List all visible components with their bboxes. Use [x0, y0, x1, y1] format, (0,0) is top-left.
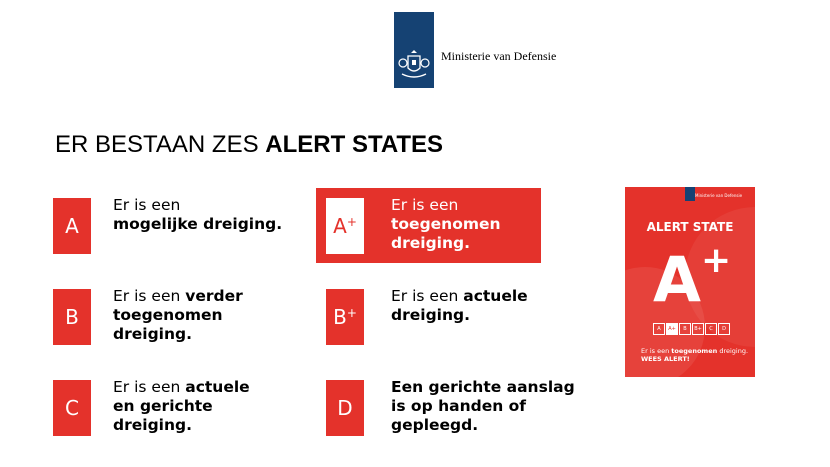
alert-letter: A	[333, 214, 347, 238]
poster-text-bold-2: WEES ALERT!	[641, 355, 690, 363]
alert-description-b	[113, 287, 263, 344]
alert-tile-b	[53, 289, 91, 345]
desc-normal: Er is een	[113, 196, 181, 214]
poster-text-normal: Er is een	[641, 347, 672, 355]
poster-logo-stripe	[685, 187, 695, 201]
scale-item: A	[653, 323, 665, 335]
desc-bold: Een gerichte aanslag is op handen of gepleegd.	[391, 378, 575, 434]
alert-letter: B	[65, 305, 79, 329]
desc-normal: Er is een	[391, 287, 464, 305]
alert-sup: +	[346, 306, 357, 320]
desc-normal: Er is een	[391, 196, 459, 214]
title-bold: ALERT STATES	[265, 131, 444, 158]
scale-item: D	[718, 323, 730, 335]
poster-text-normal-2: dreiging.	[717, 347, 749, 355]
alert-description-d	[391, 378, 591, 435]
alert-letter: B	[333, 305, 347, 329]
alert-state-poster	[625, 187, 755, 377]
desc-bold: toegenomen dreiging.	[391, 215, 501, 252]
desc-bold: actuele dreiging.	[391, 287, 528, 324]
poster-org-label: Ministerie van Defensie	[695, 193, 743, 198]
desc-bold: actuele en gerichte dreiging.	[113, 378, 250, 434]
poster-scale	[653, 323, 731, 335]
logo-block	[394, 12, 434, 88]
scale-item: C	[705, 323, 717, 335]
alert-description-a	[113, 196, 293, 234]
dutch-coat-of-arms-icon	[398, 50, 430, 80]
alert-letter: D	[337, 396, 353, 420]
alert-letter: A	[65, 214, 79, 238]
desc-bold: mogelijke dreiging.	[113, 215, 283, 233]
alert-tile-a	[53, 198, 91, 254]
poster-text-bold: toegenomen	[671, 347, 718, 355]
desc-normal: Er is een	[113, 287, 186, 305]
alert-description-b-plus	[391, 287, 541, 325]
alert-description-c	[113, 378, 263, 435]
title-prefix: ER BESTAAN ZES	[55, 131, 266, 158]
alert-description-a-plus	[391, 196, 531, 253]
alert-tile-c	[53, 380, 91, 436]
scale-item: B+	[692, 323, 704, 335]
poster-sup: +	[700, 240, 732, 281]
poster-big-letter	[653, 237, 732, 317]
scale-item: B	[679, 323, 691, 335]
poster-title: ALERT STATE	[646, 220, 734, 234]
alert-sup: +	[346, 215, 357, 229]
organization-name: Ministerie van Defensie	[441, 49, 557, 63]
desc-normal: Er is een	[113, 378, 186, 396]
alert-tile-d	[326, 380, 364, 436]
desc-bold: verder toegenomen dreiging.	[113, 287, 243, 343]
page-title	[55, 131, 443, 159]
poster-text	[641, 347, 749, 363]
poster-letter: A	[653, 243, 701, 317]
scale-item-active: A+	[666, 323, 678, 335]
alert-tile-b-plus	[326, 289, 364, 345]
alert-letter: C	[65, 396, 79, 420]
alert-tile-a-plus	[326, 198, 364, 254]
